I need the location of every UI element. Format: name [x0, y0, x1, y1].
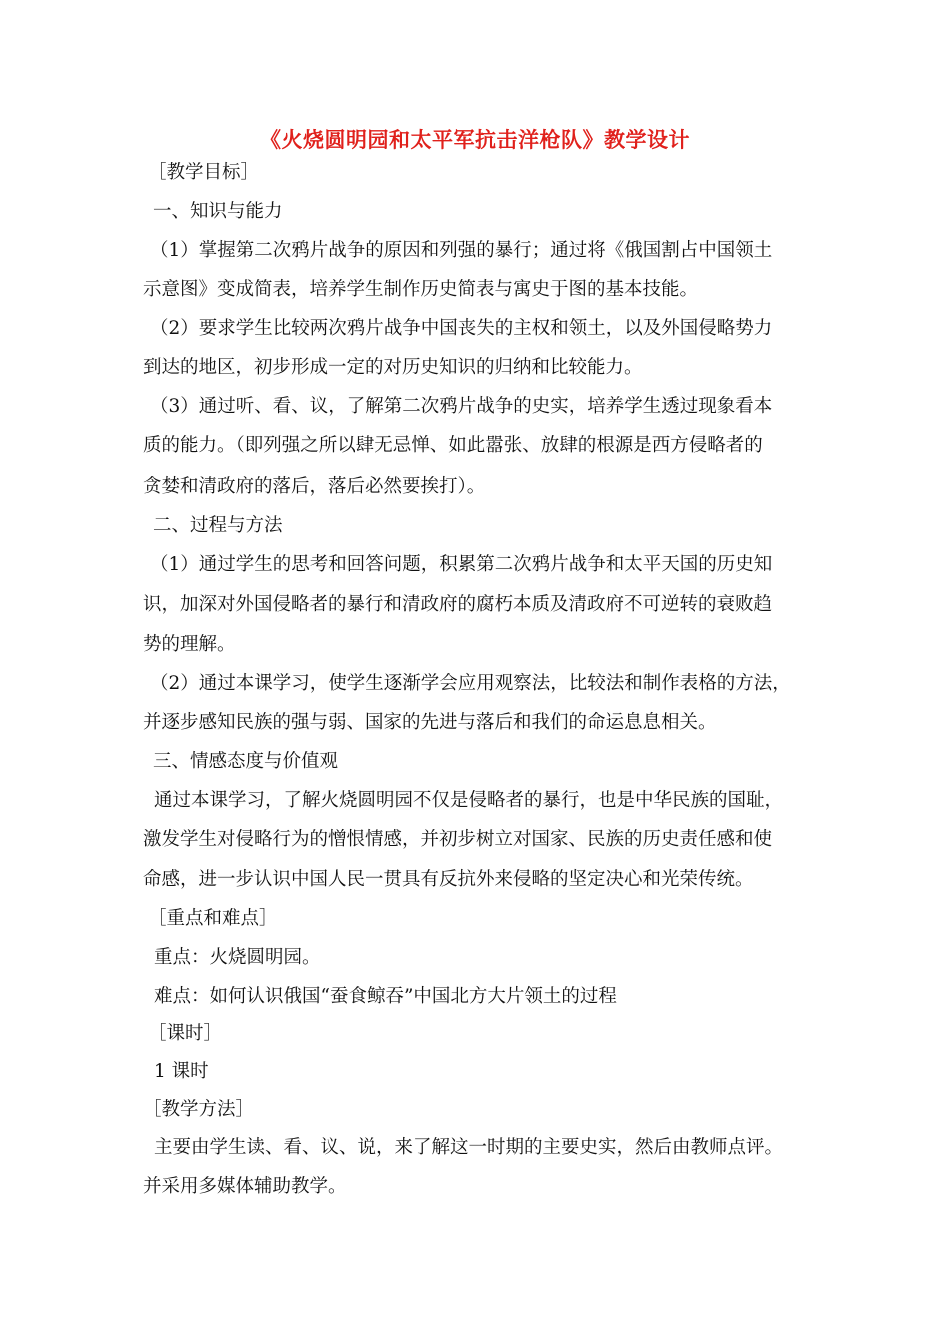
paragraph-line: （1）掌握第二次鸦片战争的原因和列强的暴行；通过将《俄国割占中国领土 [150, 240, 773, 261]
paragraph-line: （1）通过学生的思考和回答问题，积累第二次鸦片战争和太平天国的历史知 [150, 554, 773, 575]
paragraph-line: 并采用多媒体辅助教学。 [143, 1176, 347, 1197]
section-heading-teaching-goals: ［教学目标］ [148, 162, 260, 183]
paragraph-line: 难点：如何认识俄国“蚕食鲸吞”中国北方大片领土的过程 [154, 986, 617, 1007]
paragraph-line: 通过本课学习，了解火烧圆明园不仅是侵略者的暴行，也是中华民族的国耻， [154, 790, 784, 811]
paragraph-line: 示意图》变成简表，培养学生制作历史简表与寓史于图的基本技能。 [143, 279, 699, 300]
paragraph-line: 1 课时 [154, 1061, 209, 1082]
subheading-emotion-values: 三、情感态度与价值观 [153, 751, 339, 772]
paragraph-line: 命感，进一步认识中国人民一贯具有反抗外来侵略的坚定决心和光荣传统。 [143, 869, 754, 890]
section-heading-class-hours: ［课时］ [148, 1023, 223, 1044]
document-title: 《火烧圆明园和太平军抗击洋枪队》教学设计 [260, 127, 690, 152]
paragraph-line: 贪婪和清政府的落后，落后必然要挨打）。 [143, 476, 486, 497]
paragraph-line: 激发学生对侵略行为的憎恨情感，并初步树立对国家、民族的历史责任感和使 [143, 829, 773, 850]
paragraph-line: 到达的地区，初步形成一定的对历史知识的归纳和比较能力。 [143, 357, 643, 378]
paragraph-line: 主要由学生读、看、议、说，来了解这一时期的主要史实，然后由教师点评。 [154, 1137, 784, 1158]
paragraph-line: （2）通过本课学习，使学生逐渐学会应用观察法，比较法和制作表格的方法， [150, 673, 791, 694]
paragraph-line: （2）要求学生比较两次鸦片战争中国丧失的主权和领土，以及外国侵略势力 [150, 318, 773, 339]
section-heading-key-points: ［重点和难点］ [148, 908, 278, 929]
paragraph-line: 识，加深对外国侵略者的暴行和清政府的腐朽本质及清政府不可逆转的衰败趋 [143, 594, 773, 615]
paragraph-line: 质的能力。（即列强之所以肆无忌惮、如此嚣张、放肆的根源是西方侵略者的 [143, 435, 763, 456]
paragraph-line: 势的理解。 [143, 634, 236, 655]
paragraph-line: 并逐步感知民族的强与弱、国家的先进与落后和我们的命运息息相关。 [143, 712, 717, 733]
subheading-process-method: 二、过程与方法 [153, 515, 283, 536]
section-heading-teaching-method: ［教学方法］ [143, 1099, 255, 1120]
paragraph-line: （3）通过听、看、议，了解第二次鸦片战争的史实，培养学生透过现象看本 [150, 396, 773, 417]
subheading-knowledge-ability: 一、知识与能力 [153, 201, 283, 222]
paragraph-line: 重点：火烧圆明园。 [154, 947, 321, 968]
